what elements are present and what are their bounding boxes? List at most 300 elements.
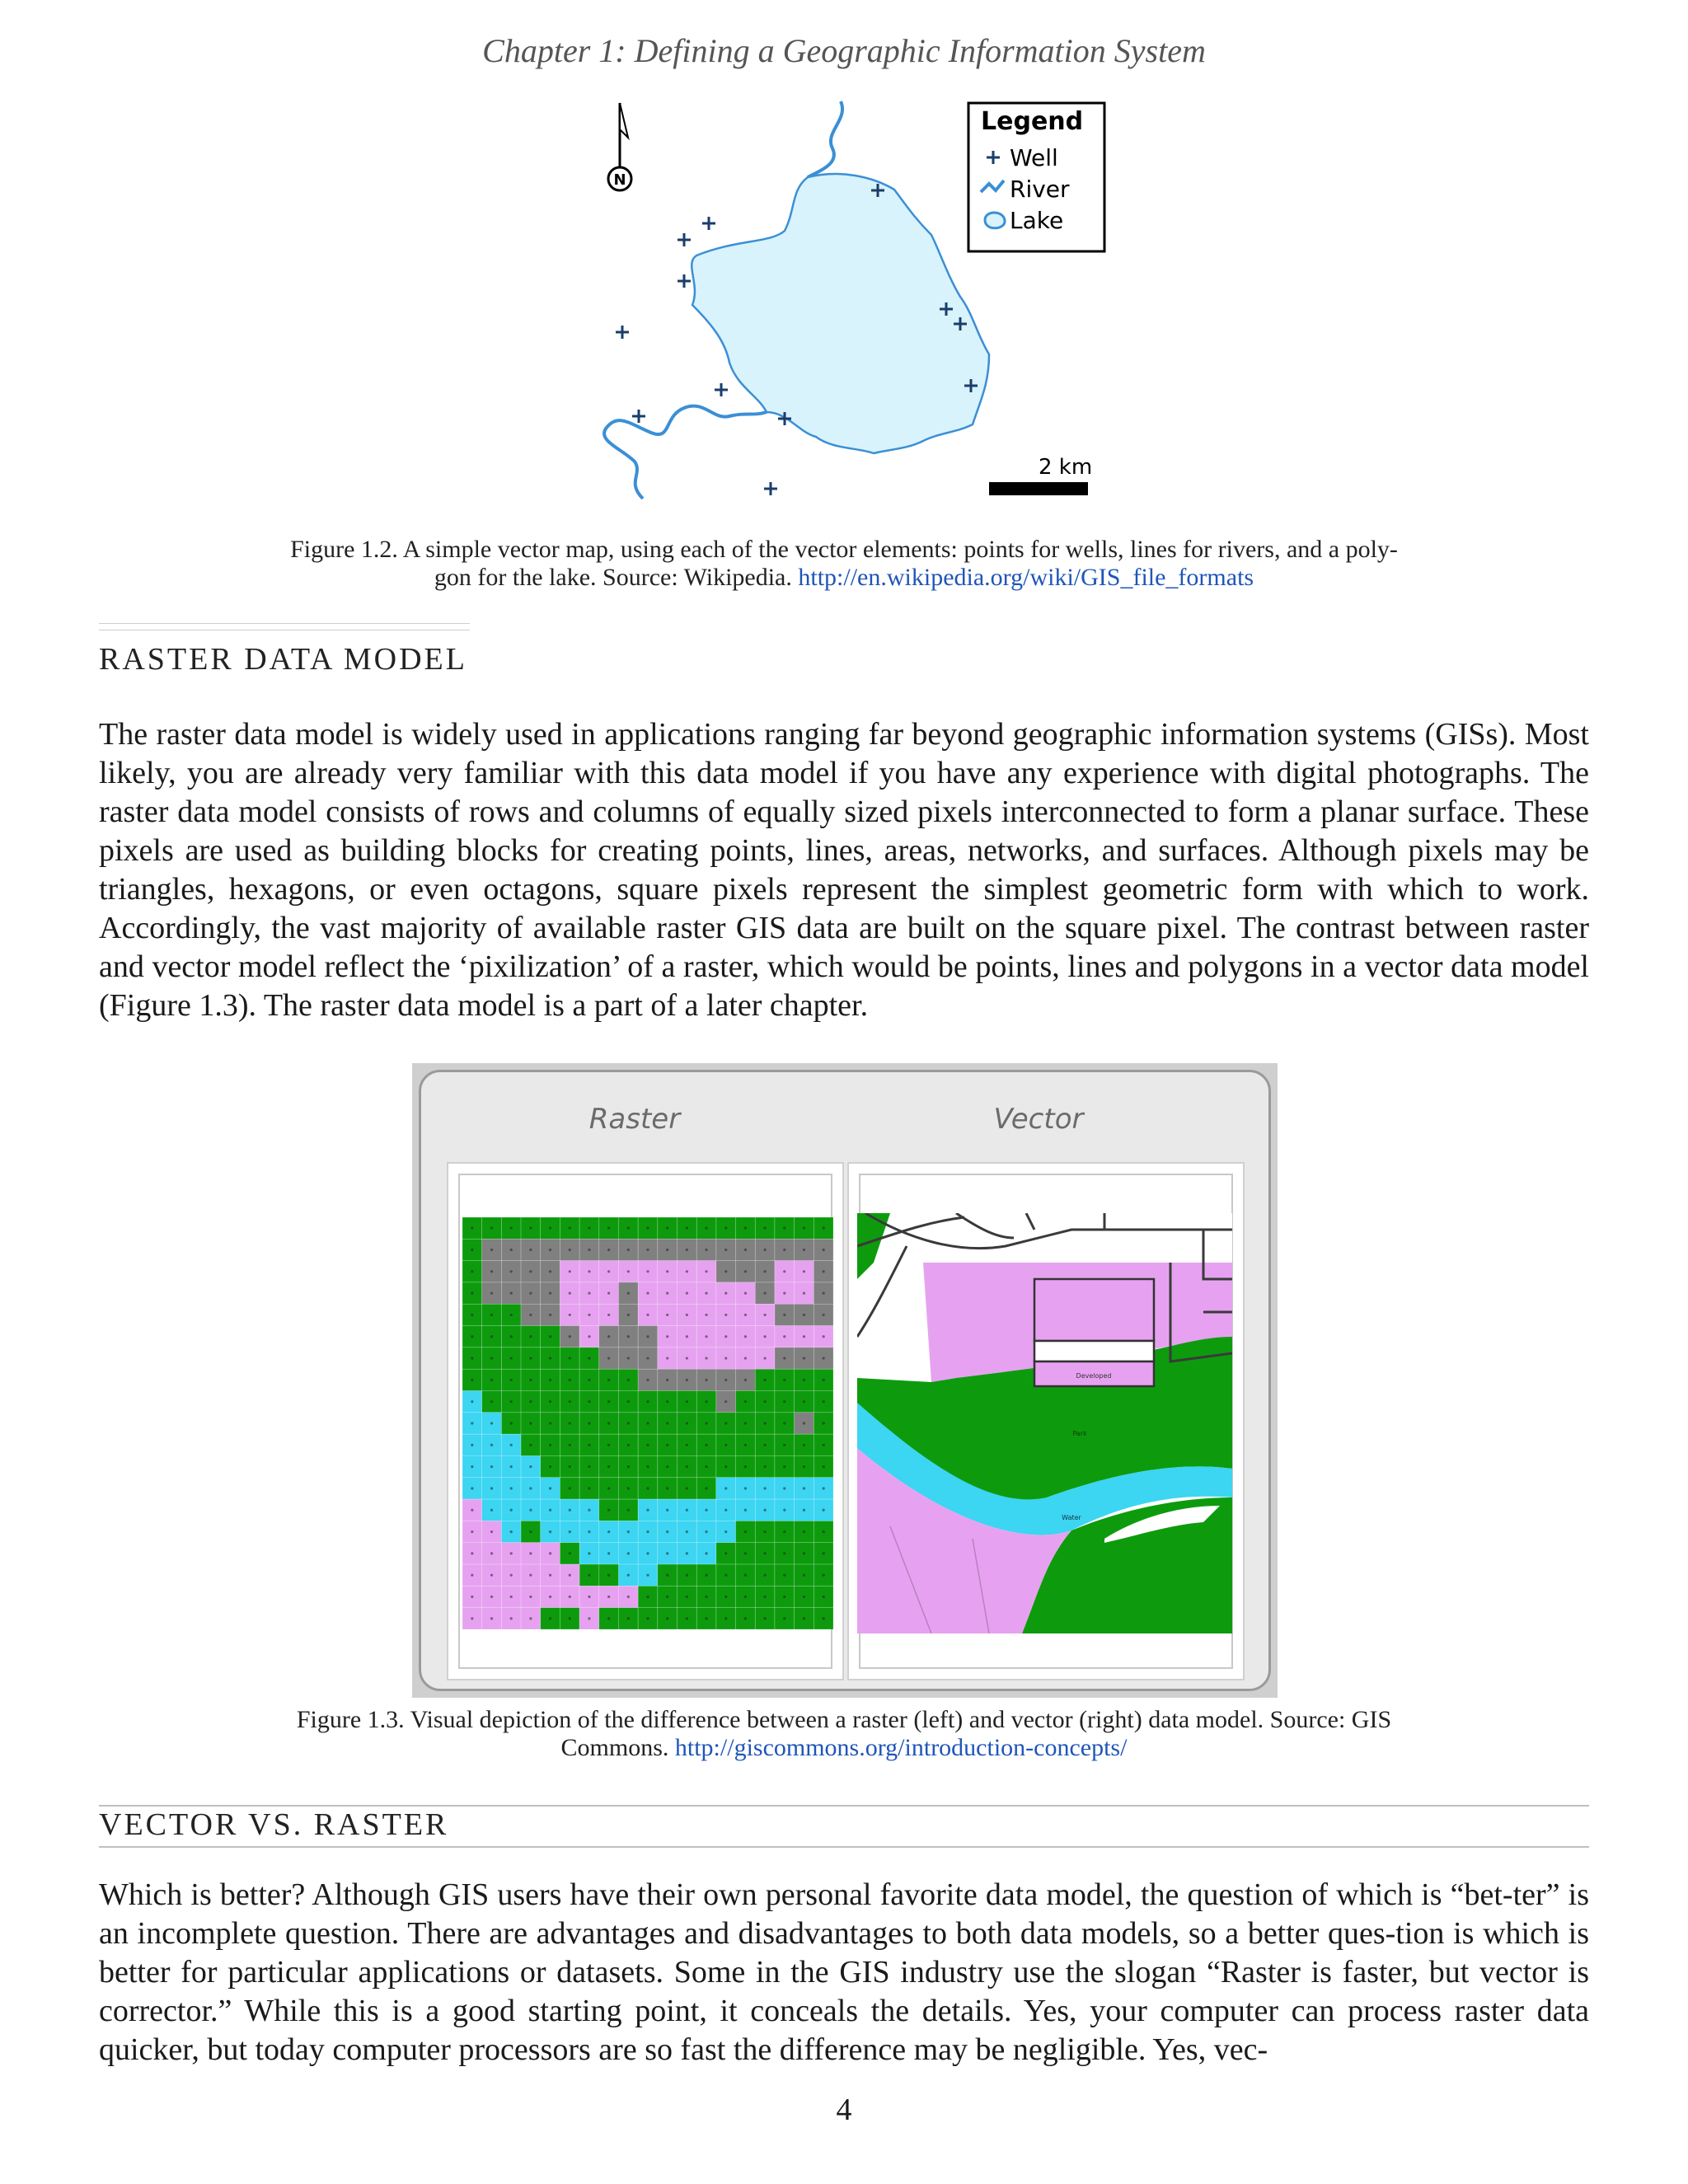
raster-cell-marker: [764, 1400, 767, 1403]
legend-item-river: River: [1010, 176, 1070, 203]
chapter-header: Chapter 1: Defining a Geographic Information System: [482, 32, 1206, 69]
raster-cell-marker: [803, 1530, 805, 1533]
raster-cell-marker: [607, 1249, 610, 1251]
raster-cell-marker: [705, 1379, 707, 1381]
raster-cell-marker: [724, 1444, 727, 1446]
raster-cell-marker: [607, 1400, 610, 1403]
raster-cell-marker: [823, 1249, 825, 1251]
raster-cell-marker: [627, 1574, 630, 1577]
raster-cell-marker: [588, 1552, 590, 1554]
raster-cell-marker: [627, 1357, 630, 1359]
raster-cell-marker: [490, 1227, 493, 1230]
raster-cell-marker: [646, 1530, 649, 1533]
raster-cell-marker: [783, 1400, 785, 1403]
raster-cell-marker: [607, 1617, 610, 1619]
raster-cell-marker: [783, 1487, 785, 1489]
giscommons-link[interactable]: http://giscommons.org/introduction-concepts/: [674, 1734, 1128, 1761]
raster-cell-marker: [471, 1574, 473, 1577]
raster-cell-marker: [764, 1249, 767, 1251]
raster-cell-marker: [666, 1314, 668, 1316]
legend-item-lake: Lake: [1010, 207, 1064, 234]
raster-cell-marker: [529, 1314, 532, 1316]
raster-cell-marker: [529, 1444, 532, 1446]
raster-cell-marker: [549, 1227, 551, 1230]
raster-cell-marker: [588, 1335, 590, 1338]
raster-cell-marker: [783, 1552, 785, 1554]
raster-cell-marker: [666, 1465, 668, 1468]
raster-cell-marker: [705, 1574, 707, 1577]
raster-cell-marker: [783, 1617, 785, 1619]
raster-cell-marker: [744, 1574, 747, 1577]
raster-cell-marker: [686, 1335, 688, 1338]
raster-cell-marker: [764, 1270, 767, 1272]
raster-cell-marker: [666, 1357, 668, 1359]
raster-cell-marker: [627, 1422, 630, 1424]
raster-cell-marker: [529, 1227, 532, 1230]
raster-cell-marker: [529, 1596, 532, 1598]
raster-paragraph: [99, 715, 1589, 1025]
raster-cell-marker: [549, 1596, 551, 1598]
raster-cell-marker: [803, 1422, 805, 1424]
raster-cell-marker: [705, 1552, 707, 1554]
raster-cell-marker: [686, 1422, 688, 1424]
raster-cell-marker: [646, 1574, 649, 1577]
raster-cell-marker: [686, 1487, 688, 1489]
raster-cell-marker: [471, 1596, 473, 1598]
raster-cell-marker: [569, 1270, 571, 1272]
raster-cell-marker: [764, 1444, 767, 1446]
raster-cell-marker: [803, 1335, 805, 1338]
raster-cell-marker: [705, 1292, 707, 1295]
raster-cell-marker: [490, 1552, 493, 1554]
raster-cell-marker: [705, 1400, 707, 1403]
raster-cell-marker: [607, 1314, 610, 1316]
raster-cell-marker: [744, 1422, 747, 1424]
raster-cell-marker: [686, 1465, 688, 1468]
raster-cell-marker: [783, 1249, 785, 1251]
raster-cell-marker: [764, 1465, 767, 1468]
raster-cell-marker: [510, 1314, 513, 1316]
raster-cell-marker: [764, 1574, 767, 1577]
raster-cell-marker: [607, 1292, 610, 1295]
raster-cell-marker: [529, 1574, 532, 1577]
raster-cell-marker: [666, 1509, 668, 1511]
raster-cell-marker: [744, 1400, 747, 1403]
raster-cell-marker: [549, 1400, 551, 1403]
raster-cell-marker: [705, 1357, 707, 1359]
legend-item-well: Well: [1010, 144, 1058, 171]
raster-cell-marker: [823, 1270, 825, 1272]
raster-cell-marker: [529, 1465, 532, 1468]
raster-cell-marker: [471, 1530, 473, 1533]
raster-cell-marker: [823, 1552, 825, 1554]
raster-cell-marker: [783, 1509, 785, 1511]
raster-cell-marker: [803, 1227, 805, 1230]
raster-cell-marker: [783, 1465, 785, 1468]
lake-polygon: [692, 174, 989, 453]
raster-cell-marker: [627, 1530, 630, 1533]
wikipedia-link[interactable]: http://en.wikipedia.org/wiki/GIS_file_formats: [798, 564, 1254, 591]
raster-cell-marker: [490, 1270, 493, 1272]
raster-cell-marker: [490, 1335, 493, 1338]
raster-cell-marker: [569, 1617, 571, 1619]
raster-cell-marker: [744, 1227, 747, 1230]
raster-cell-marker: [686, 1617, 688, 1619]
raster-cell-marker: [646, 1422, 649, 1424]
raster-cell-marker: [627, 1617, 630, 1619]
raster-cell-marker: [510, 1270, 513, 1272]
raster-cell-marker: [549, 1292, 551, 1295]
raster-cell-marker: [666, 1617, 668, 1619]
raster-cell-marker: [823, 1617, 825, 1619]
raster-cell-marker: [490, 1292, 493, 1295]
raster-cell-marker: [724, 1530, 727, 1533]
raster-cell-marker: [588, 1530, 590, 1533]
raster-cell-marker: [588, 1617, 590, 1619]
raster-cell-marker: [569, 1249, 571, 1251]
raster-cell-marker: [646, 1270, 649, 1272]
raster-cell-marker: [529, 1422, 532, 1424]
raster-cell-marker: [510, 1227, 513, 1230]
north-arrow-icon: [608, 103, 631, 190]
raster-cell-marker: [686, 1509, 688, 1511]
raster-cell-marker: [529, 1400, 532, 1403]
raster-cell-marker: [471, 1249, 473, 1251]
raster-cell-marker: [764, 1617, 767, 1619]
raster-cell-marker: [666, 1487, 668, 1489]
north-label: N: [613, 171, 626, 189]
raster-cell-marker: [607, 1596, 610, 1598]
raster-cell-marker: [471, 1509, 473, 1511]
raster-cell-marker: [803, 1574, 805, 1577]
raster-cell-marker: [529, 1487, 532, 1489]
raster-cell-marker: [607, 1270, 610, 1272]
raster-cell-marker: [569, 1574, 571, 1577]
raster-cell-marker: [588, 1249, 590, 1251]
raster-cell-marker: [510, 1400, 513, 1403]
raster-cell-marker: [588, 1292, 590, 1295]
raster-cell-marker: [607, 1530, 610, 1533]
raster-cell-marker: [705, 1249, 707, 1251]
raster-cell-marker: [666, 1552, 668, 1554]
raster-cell-marker: [627, 1487, 630, 1489]
raster-cell-marker: [823, 1509, 825, 1511]
raster-cell-marker: [607, 1335, 610, 1338]
raster-cell-marker: [744, 1249, 747, 1251]
raster-cell-marker: [666, 1400, 668, 1403]
fig13-caption-line-1: Figure 1.3. Visual depiction of the difference between a raster (left) and vector (right) data model. Source: GIS: [296, 1706, 1392, 1733]
raster-cell-marker: [764, 1379, 767, 1381]
raster-cell-marker: [646, 1552, 649, 1554]
raster-cell-marker: [510, 1249, 513, 1251]
raster-cell-marker: [588, 1444, 590, 1446]
raster-cell-marker: [490, 1465, 493, 1468]
raster-cell-marker: [569, 1292, 571, 1295]
raster-cell-marker: [724, 1379, 727, 1381]
raster-cell-marker: [471, 1400, 473, 1403]
raster-cell-marker: [686, 1227, 688, 1230]
raster-cell-marker: [627, 1465, 630, 1468]
raster-cell-marker: [686, 1270, 688, 1272]
scale-bar: [989, 482, 1088, 495]
raster-cell-marker: [529, 1270, 532, 1272]
raster-cell-marker: [549, 1617, 551, 1619]
raster-cell-marker: [569, 1530, 571, 1533]
raster-cell-marker: [510, 1530, 513, 1533]
raster-cell-marker: [744, 1335, 747, 1338]
raster-cell-marker: [510, 1357, 513, 1359]
raster-paragraph-text: The raster data model is widely used in applications ranging far beyond geographic information systems (GISs). Most likely, you are already very familiar with this data model if you have any experience with digital photographs. The raster data model consists of rows and columns of equally sized pixels interconnected to form a planar surface. These pixels are used as building blocks for creating points, lines, areas, networks, and surfaces. Although pixels may be triangles, hexagons, or even octagons, square pixels represent the simplest geometric form with which to work. Accordingly, the vast majority of available raster GIS data are built on the square pixel. The contrast between raster and vector model reflect the ‘pixilization’ of a raster, which would be points, lines and polygons in a vector data model (Figure 1.3). The raster data model is a part of a later chapter.: [99, 717, 1589, 1023]
raster-cell-marker: [569, 1552, 571, 1554]
raster-cell-marker: [549, 1509, 551, 1511]
raster-cell-marker: [705, 1227, 707, 1230]
raster-cell-marker: [666, 1444, 668, 1446]
raster-cell-marker: [764, 1530, 767, 1533]
raster-cell-marker: [510, 1487, 513, 1489]
raster-cell-marker: [724, 1596, 727, 1598]
raster-cell-marker: [549, 1465, 551, 1468]
raster-cell-marker: [627, 1270, 630, 1272]
raster-cell-marker: [686, 1292, 688, 1295]
raster-cell-marker: [724, 1465, 727, 1468]
raster-cell-marker: [471, 1335, 473, 1338]
raster-cell-marker: [646, 1314, 649, 1316]
raster-cell-marker: [471, 1422, 473, 1424]
raster-cell-marker: [803, 1552, 805, 1554]
raster-cell-marker: [646, 1400, 649, 1403]
figure-1-3-caption: [181, 1706, 1507, 1762]
raster-cell-marker: [627, 1509, 630, 1511]
raster-cell-marker: [510, 1596, 513, 1598]
raster-cell-marker: [744, 1530, 747, 1533]
raster-cell-marker: [823, 1487, 825, 1489]
raster-cell-marker: [549, 1552, 551, 1554]
raster-cell-marker: [607, 1357, 610, 1359]
raster-cell-marker: [764, 1357, 767, 1359]
section-title-raster: RASTER DATA MODEL: [99, 642, 467, 677]
raster-cell-marker: [607, 1509, 610, 1511]
raster-cell-marker: [471, 1379, 473, 1381]
raster-cell-marker: [646, 1465, 649, 1468]
raster-cell-marker: [686, 1530, 688, 1533]
raster-cell-marker: [764, 1227, 767, 1230]
raster-cell-marker: [549, 1530, 551, 1533]
caption-line-1: Figure 1.2. A simple vector map, using each of the vector elements: points for wells, lines for rivers, and a poly-: [290, 536, 1398, 563]
raster-cell-marker: [823, 1335, 825, 1338]
raster-cell-marker: [607, 1574, 610, 1577]
vector-label-developed: Developed: [1076, 1372, 1112, 1380]
raster-cell-marker: [549, 1574, 551, 1577]
raster-cell-marker: [490, 1596, 493, 1598]
raster-cell-marker: [705, 1509, 707, 1511]
raster-cell-marker: [783, 1357, 785, 1359]
raster-cell-marker: [569, 1596, 571, 1598]
raster-cell-marker: [724, 1357, 727, 1359]
raster-cell-marker: [549, 1314, 551, 1316]
raster-cell-marker: [724, 1270, 727, 1272]
raster-cell-marker: [529, 1249, 532, 1251]
raster-cell-marker: [607, 1552, 610, 1554]
raster-cell-marker: [744, 1465, 747, 1468]
raster-cell-marker: [510, 1465, 513, 1468]
raster-cell-marker: [783, 1596, 785, 1598]
raster-cell-marker: [705, 1465, 707, 1468]
raster-cell-marker: [646, 1227, 649, 1230]
raster-cell-marker: [783, 1335, 785, 1338]
map-legend: [968, 103, 1104, 251]
raster-cell-marker: [569, 1379, 571, 1381]
raster-cell-marker: [705, 1530, 707, 1533]
raster-cell-marker: [607, 1422, 610, 1424]
raster-cell-marker: [666, 1530, 668, 1533]
raster-cell-marker: [764, 1487, 767, 1489]
raster-cell-marker: [471, 1617, 473, 1619]
raster-cell-marker: [471, 1357, 473, 1359]
raster-cell-marker: [724, 1249, 727, 1251]
raster-cell-marker: [803, 1617, 805, 1619]
raster-cell-marker: [783, 1422, 785, 1424]
raster-cell-marker: [607, 1444, 610, 1446]
raster-cell-marker: [490, 1574, 493, 1577]
raster-cell-marker: [510, 1552, 513, 1554]
raster-cell-marker: [666, 1249, 668, 1251]
raster-cell-marker: [686, 1379, 688, 1381]
raster-cell-marker: [627, 1596, 630, 1598]
raster-cell-marker: [764, 1422, 767, 1424]
scale-label: 2 km: [1039, 455, 1093, 480]
raster-cell-marker: [646, 1357, 649, 1359]
raster-cell-marker: [569, 1465, 571, 1468]
raster-cell-marker: [764, 1335, 767, 1338]
raster-cell-marker: [490, 1357, 493, 1359]
raster-cell-marker: [666, 1335, 668, 1338]
vector-label-park: Park: [1072, 1430, 1087, 1437]
raster-card: [447, 1162, 844, 1680]
raster-cell-marker: [627, 1227, 630, 1230]
vector-raster-paragraph-text: Which is better? Although GIS users have their own personal favorite data model, the question of which is “bet-ter” is an incomplete question. There are advantages and disadvantages to both data models, so a better ques-tion is which is better for particular applications or datasets. Some in the GIS industry use the slogan “Raster is faster, but vector is corrector.” While this is a good starting point, it conceals the details. Yes, your computer can process raster data quicker, but today computer processors are so fast the difference may be negligible. Yes, vec-: [99, 1877, 1589, 2067]
vector-map: [857, 1213, 1232, 1633]
raster-cell-marker: [549, 1335, 551, 1338]
raster-cell-marker: [823, 1227, 825, 1230]
raster-cell-marker: [549, 1422, 551, 1424]
raster-cell-marker: [724, 1314, 727, 1316]
raster-cell-marker: [803, 1400, 805, 1403]
raster-cell-marker: [588, 1400, 590, 1403]
raster-cell-marker: [764, 1509, 767, 1511]
fig13-caption-line-2: Commons.: [560, 1734, 675, 1761]
raster-cell-marker: [471, 1314, 473, 1316]
raster-cell-marker: [686, 1357, 688, 1359]
raster-cell-marker: [764, 1596, 767, 1598]
raster-cell-marker: [646, 1509, 649, 1511]
legend-title: Legend: [981, 107, 1084, 136]
raster-cell-marker: [744, 1487, 747, 1489]
raster-cell-marker: [705, 1617, 707, 1619]
figure-1-2-vector-map: [560, 87, 1121, 515]
raster-cell-marker: [744, 1379, 747, 1381]
vector-label-water: Water: [1062, 1514, 1081, 1521]
raster-cell-marker: [607, 1487, 610, 1489]
raster-cell-marker: [549, 1487, 551, 1489]
raster-cell-marker: [666, 1227, 668, 1230]
raster-cell-marker: [646, 1596, 649, 1598]
raster-cell-marker: [686, 1444, 688, 1446]
raster-cell-marker: [803, 1596, 805, 1598]
raster-cell-marker: [705, 1487, 707, 1489]
raster-cell-marker: [588, 1357, 590, 1359]
raster-cell-marker: [705, 1314, 707, 1316]
raster-cell-marker: [588, 1227, 590, 1230]
raster-cell-marker: [510, 1617, 513, 1619]
raster-cell-marker: [569, 1487, 571, 1489]
raster-cell-marker: [744, 1292, 747, 1295]
raster-cell-marker: [666, 1596, 668, 1598]
raster-cell-marker: [490, 1249, 493, 1251]
raster-cell-marker: [510, 1292, 513, 1295]
raster-cell-marker: [569, 1227, 571, 1230]
raster-cell-marker: [666, 1270, 668, 1272]
raster-cell-marker: [569, 1509, 571, 1511]
raster-cell-marker: [627, 1400, 630, 1403]
raster-cell-marker: [646, 1379, 649, 1381]
raster-cell-marker: [529, 1617, 532, 1619]
raster-cell-marker: [510, 1422, 513, 1424]
raster-cell-marker: [744, 1596, 747, 1598]
raster-cell-marker: [823, 1444, 825, 1446]
raster-cell-marker: [588, 1465, 590, 1468]
raster-cell-marker: [705, 1270, 707, 1272]
raster-cell-marker: [823, 1292, 825, 1295]
raster-cell-marker: [588, 1487, 590, 1489]
raster-cell-marker: [510, 1379, 513, 1381]
raster-cell-marker: [724, 1487, 727, 1489]
raster-cell-marker: [705, 1422, 707, 1424]
raster-cell-marker: [471, 1292, 473, 1295]
raster-cell-marker: [783, 1574, 785, 1577]
raster-cell-marker: [803, 1379, 805, 1381]
raster-cell-marker: [744, 1444, 747, 1446]
raster-cell-marker: [823, 1465, 825, 1468]
raster-cell-marker: [569, 1400, 571, 1403]
raster-cell-marker: [823, 1314, 825, 1316]
figure-1-3-container: [412, 1063, 1278, 1698]
raster-cell-marker: [823, 1422, 825, 1424]
raster-cell-marker: [588, 1379, 590, 1381]
raster-cell-marker: [490, 1509, 493, 1511]
raster-cell-marker: [529, 1509, 532, 1511]
raster-cell-marker: [803, 1249, 805, 1251]
raster-cell-marker: [803, 1509, 805, 1511]
river-southwest: [604, 406, 767, 499]
section-rule-bottom: [99, 1846, 1589, 1848]
raster-cell-marker: [549, 1357, 551, 1359]
raster-cell-marker: [646, 1444, 649, 1446]
raster-cell-marker: [686, 1574, 688, 1577]
raster-cell-marker: [686, 1400, 688, 1403]
raster-cell-marker: [490, 1617, 493, 1619]
raster-cell-marker: [646, 1335, 649, 1338]
section-title-vector-vs-raster: VECTOR VS. RASTER: [99, 1807, 449, 1842]
raster-cell-marker: [823, 1530, 825, 1533]
raster-cell-marker: [471, 1444, 473, 1446]
raster-cell-marker: [549, 1270, 551, 1272]
figure-1-2-caption: [181, 536, 1507, 592]
raster-cell-marker: [529, 1530, 532, 1533]
raster-cell-marker: [724, 1292, 727, 1295]
raster-cell-marker: [569, 1444, 571, 1446]
raster-cell-marker: [724, 1422, 727, 1424]
raster-cell-marker: [705, 1335, 707, 1338]
